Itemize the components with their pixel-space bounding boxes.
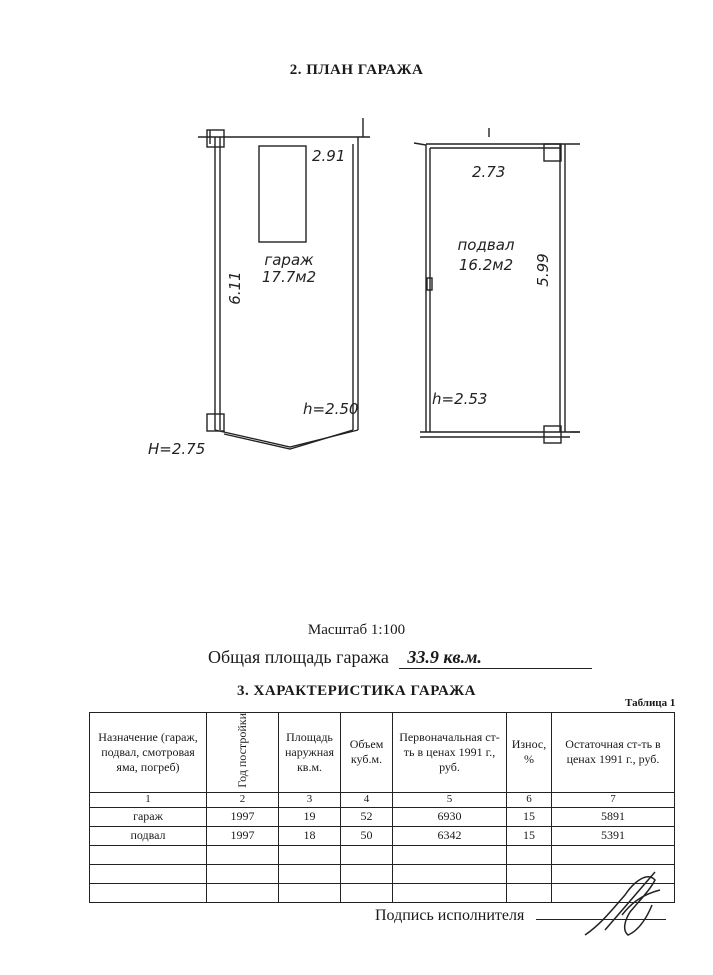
column-number: 2 (207, 792, 279, 807)
table-cell: 19 (279, 807, 341, 826)
column-number-row (90, 792, 675, 807)
empty-row (90, 883, 675, 902)
scale-label: Масштаб 1:100 (307, 622, 406, 638)
table-cell: 15 (507, 826, 552, 845)
table-cell: 5391 (552, 826, 675, 845)
garage-name-label: гараж (264, 251, 314, 269)
header-year-text: Год постройки (235, 713, 249, 788)
column-number: 5 (393, 792, 507, 807)
empty-row (90, 864, 675, 883)
header-initial-cost: Первоначальная ст-ть в ценах 1991 г., руб. (393, 713, 507, 793)
header-wear: Износ, % (507, 713, 552, 793)
garage-width-label: 2.91 (312, 147, 346, 165)
table-header-row (90, 713, 675, 793)
table-cell: 18 (279, 826, 341, 845)
table-row (90, 826, 675, 845)
table-cell: 6342 (393, 826, 507, 845)
table-cell: гараж (90, 807, 207, 826)
garage-length-label: 6.11 (226, 271, 244, 305)
table-cell: 52 (341, 807, 393, 826)
plan-title: 2. ПЛАН ГАРАЖА (289, 62, 424, 78)
table-cell: 50 (341, 826, 393, 845)
total-area (208, 647, 592, 669)
basement-height-label: h=2.53 (432, 390, 488, 408)
basement-area-label: 16.2м2 (458, 256, 514, 274)
total-area-value: 33.9 кв.м. (399, 647, 592, 669)
overall-height-label: H=2.75 (148, 440, 206, 458)
characteristics-title: 3. ХАРАКТЕРИСТИКА ГАРАЖА (237, 683, 476, 699)
total-area-label: Общая площадь гаража (208, 647, 389, 667)
header-year (207, 713, 279, 793)
table-cell: 1997 (207, 807, 279, 826)
column-number: 3 (279, 792, 341, 807)
basement-length-label: 5.99 (534, 253, 552, 287)
column-number: 4 (341, 792, 393, 807)
table-label: Таблица 1 (625, 697, 676, 709)
header-volume: Объем куб.м. (341, 713, 393, 793)
column-number: 7 (552, 792, 675, 807)
empty-row (90, 845, 675, 864)
column-number: 1 (90, 792, 207, 807)
header-area: Площадь наружная кв.м. (279, 713, 341, 793)
signature-blank (536, 905, 666, 920)
garage-height-label: h=2.50 (303, 400, 359, 418)
table-cell: 5891 (552, 807, 675, 826)
table-cell: 6930 (393, 807, 507, 826)
table-row (90, 807, 675, 826)
garage-area-label: 17.7м2 (261, 268, 317, 286)
basement-name-label: подвал (457, 236, 515, 254)
signature-line (375, 905, 666, 925)
table-cell: 1997 (207, 826, 279, 845)
characteristics-table (89, 712, 675, 903)
column-number: 6 (507, 792, 552, 807)
table-cell: 15 (507, 807, 552, 826)
basement-width-label: 2.73 (472, 163, 506, 181)
header-residual-cost: Остаточная ст-ть в ценах 1991 г., руб. (552, 713, 675, 793)
header-purpose: Назначение (гараж, подвал, смотровая яма, погреб) (90, 713, 207, 793)
table-cell: подвал (90, 826, 207, 845)
signature-label: Подпись исполнителя (375, 907, 525, 924)
garage-floor-plan (0, 0, 713, 470)
